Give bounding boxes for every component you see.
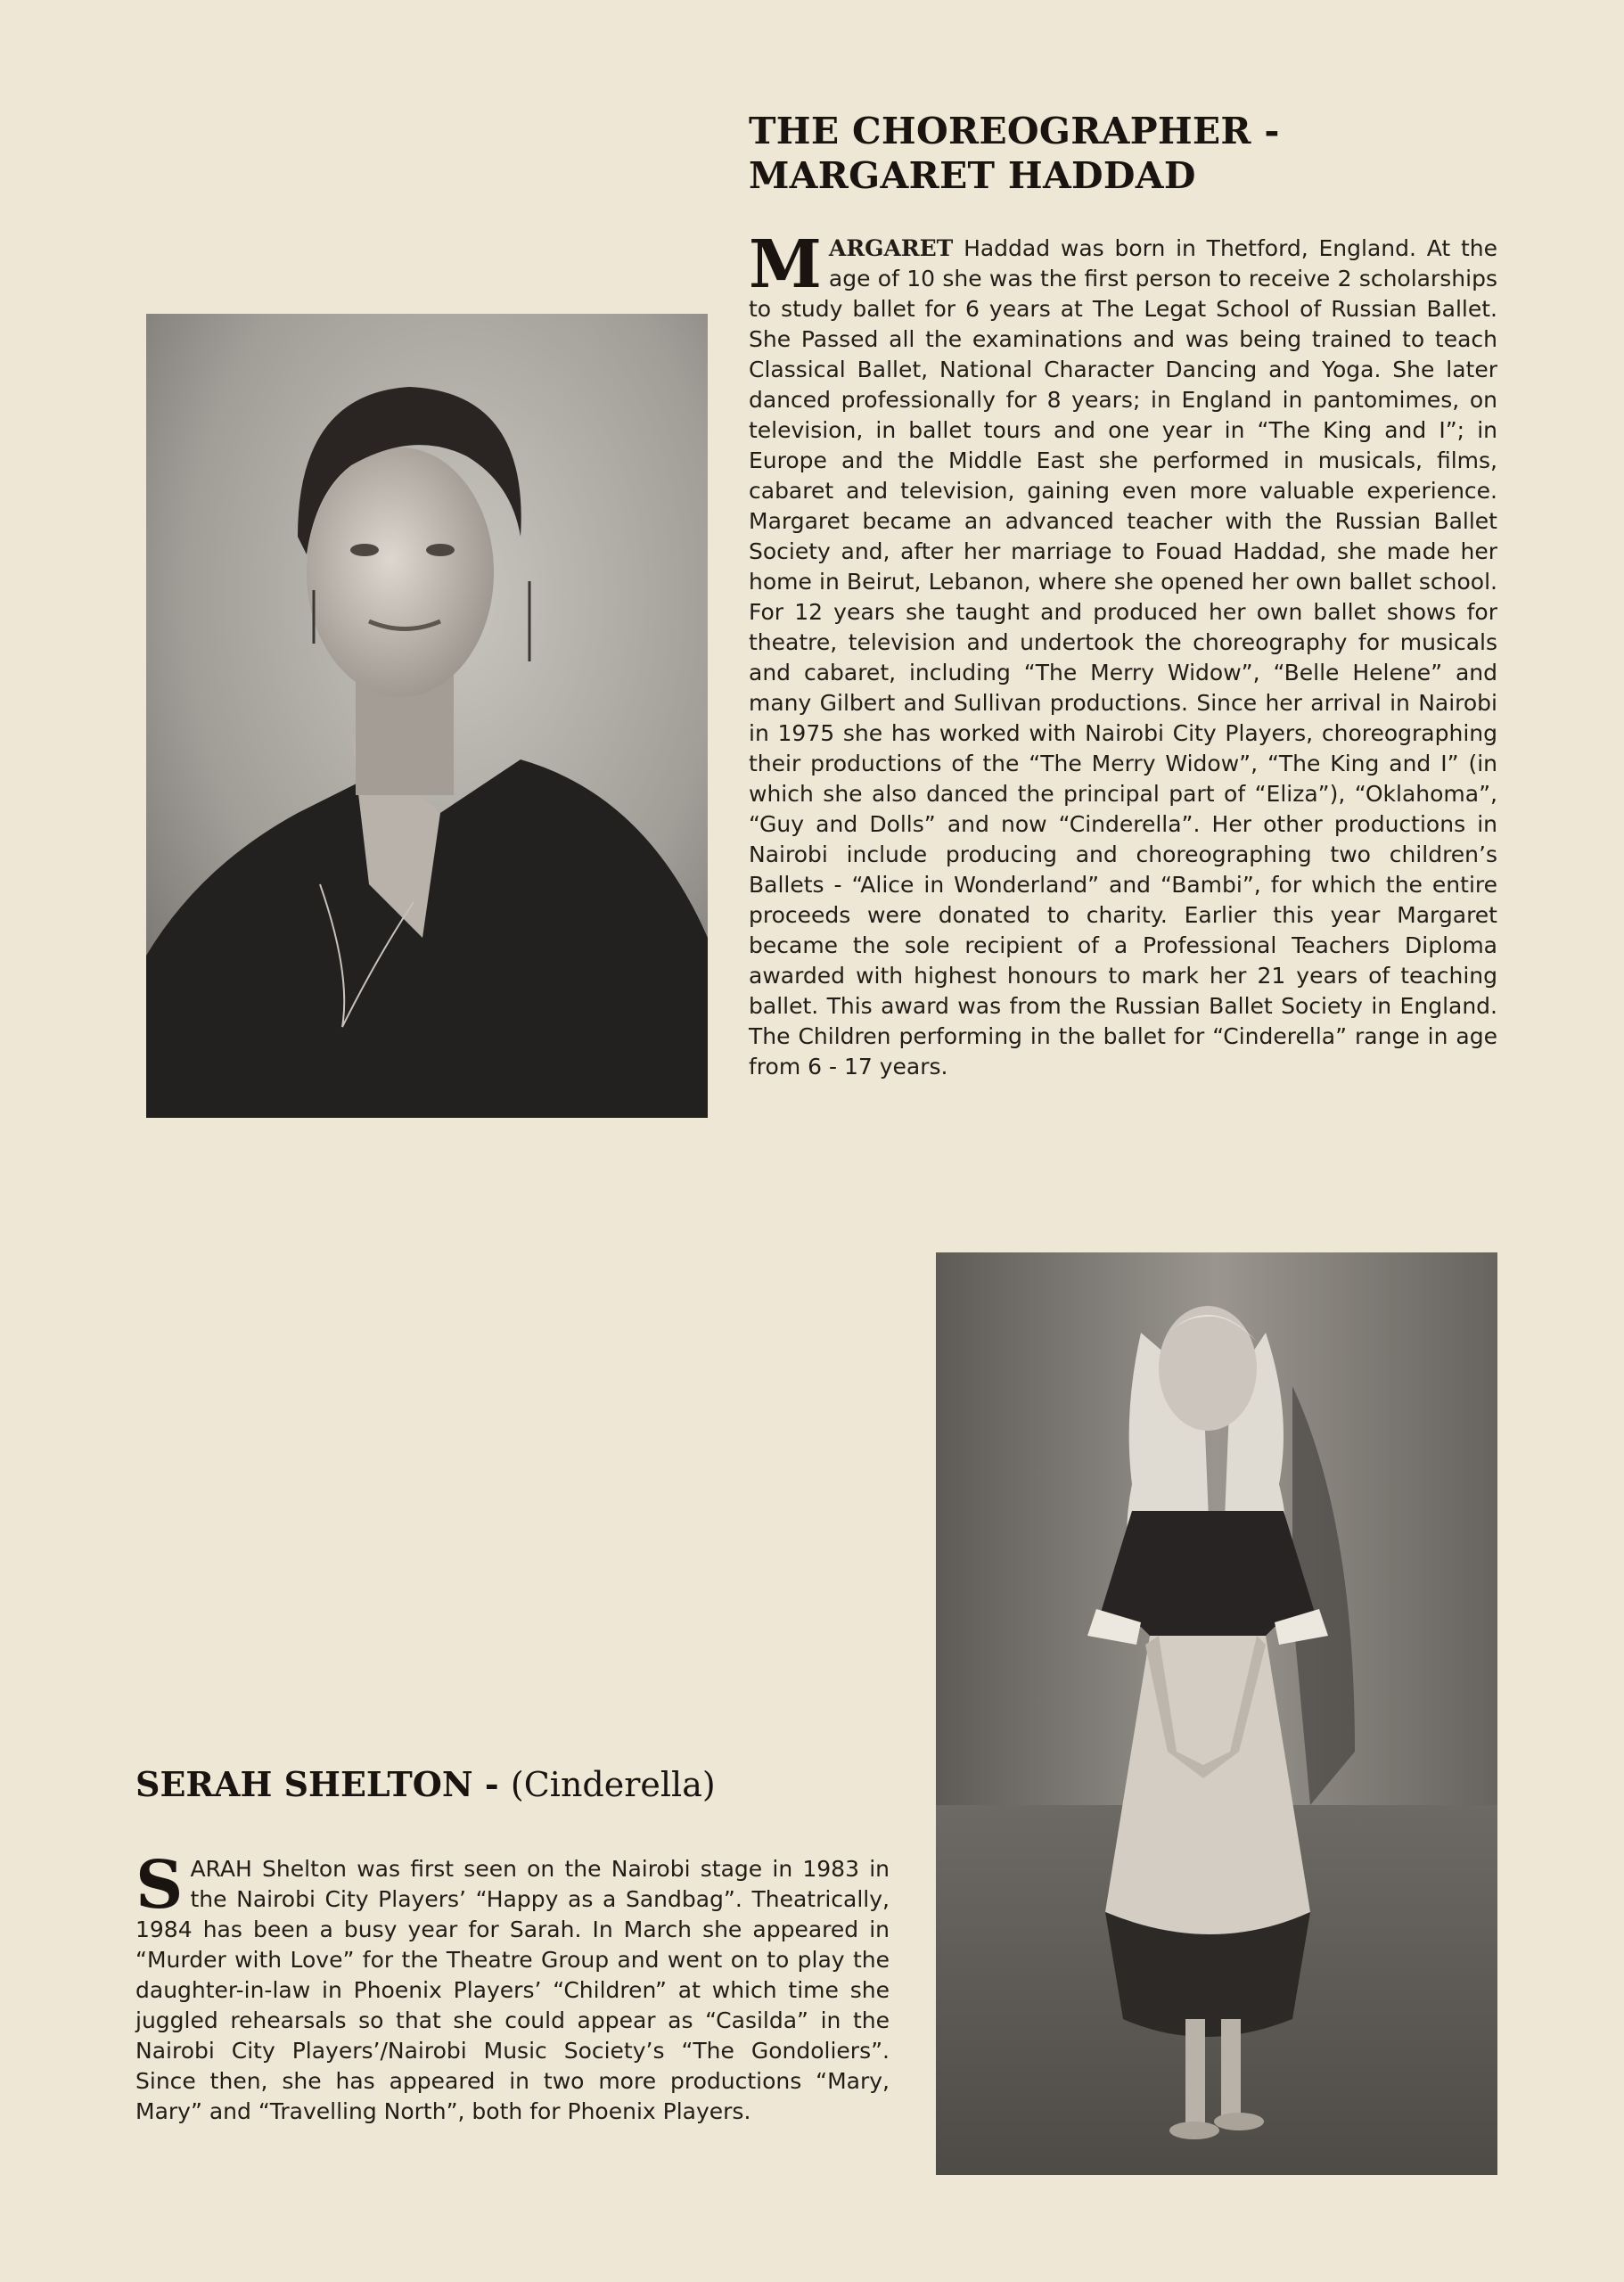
margaret-haddad-portrait [146,314,708,1118]
choreographer-lead-word: ARGARET [828,235,954,261]
actress-bio [135,1847,890,2127]
actress-bio-text: ARAH Shelton was first seen on the Nairobi stage in 1983 in the Nairobi City Players’ “Happy as a Sandbag”. Theatrically, 1984 has been a busy year for Sarah. In March she appeared in “Murder with Love” for the Theatre Group and went on to play the daughter-in-law in Phoenix Players’ “Children” at which time she juggled rehearsals so that she could appear as “Casilda” in the Nairobi City Players’/Nairobi Music Society’s “The Gondoliers”. Since then, she has appeared in two more productions “Mary, Mary” and “Travelling North”, both for Phoenix Players. [135,1856,890,2124]
choreographer-bio [749,226,1497,1082]
actress-heading-name: SERAH SHELTON - [135,1764,511,1804]
choreographer-heading-line1: THE CHOREOGRAPHER - [749,110,1280,152]
choreographer-dropcap: M [749,226,822,303]
actress-heading [135,1763,902,1806]
choreographer-heading-line2: MARGARET HADDAD [749,154,1196,197]
actress-dropcap: S [135,1847,184,1924]
choreographer-bio-text: Haddad was born in Thetford, England. At the age of 10 she was the first person to receive 2 scholarships to study ballet for 6 years at The Legat School of Russian Ballet. She Passed all the examinations and was being trained to teach Classical Ballet, National Character Dancing and Yoga. She later danced professionally for 8 years; in England in pantomimes, on television, in ballet tours and one year in “The King and I”; in Europe and the Middle East she performed in musicals, films, cabaret and television, gaining even more valuable experience. Margaret became an advanced teacher with the Russian Ballet Society and, after her marriage to Fouad Haddad, she made her home in Beirut, Lebanon, where she opened her own ballet school. For 12 years she taught and produced her own ballet shows for theatre, television and undertook the choreography for musicals and cabaret, including “The Merry Widow”, “Belle Helene” and many Gilbert and Sullivan productions. Since her arrival in Nairobi in 1975 she has worked with Nairobi City Players, choreographing their productions of the “The Merry Widow”, “The King and I” (in which she also danced the principal part of “Eliza”), “Oklahoma”, “Guy and Dolls” and now “Cinderella”. Her other productions in Nairobi include producing and choreographing two children’s Ballets - “Alice in Wonderland” and “Bambi”, for which the entire proceeds were donated to charity. Earlier this year Margaret became the sole recipient of a Professional Teachers Diploma awarded with highest honours to mark her 21 years of teaching ballet. This award was from the Russian Ballet Society in England. The Children performing in the ballet for “Cinderella” range in age from 6 - 17 years. [749,235,1497,1079]
actress-heading-role: (Cinderella) [510,1765,716,1804]
choreographer-heading [749,109,1480,198]
serah-shelton-cinderella-photo [936,1252,1497,2175]
